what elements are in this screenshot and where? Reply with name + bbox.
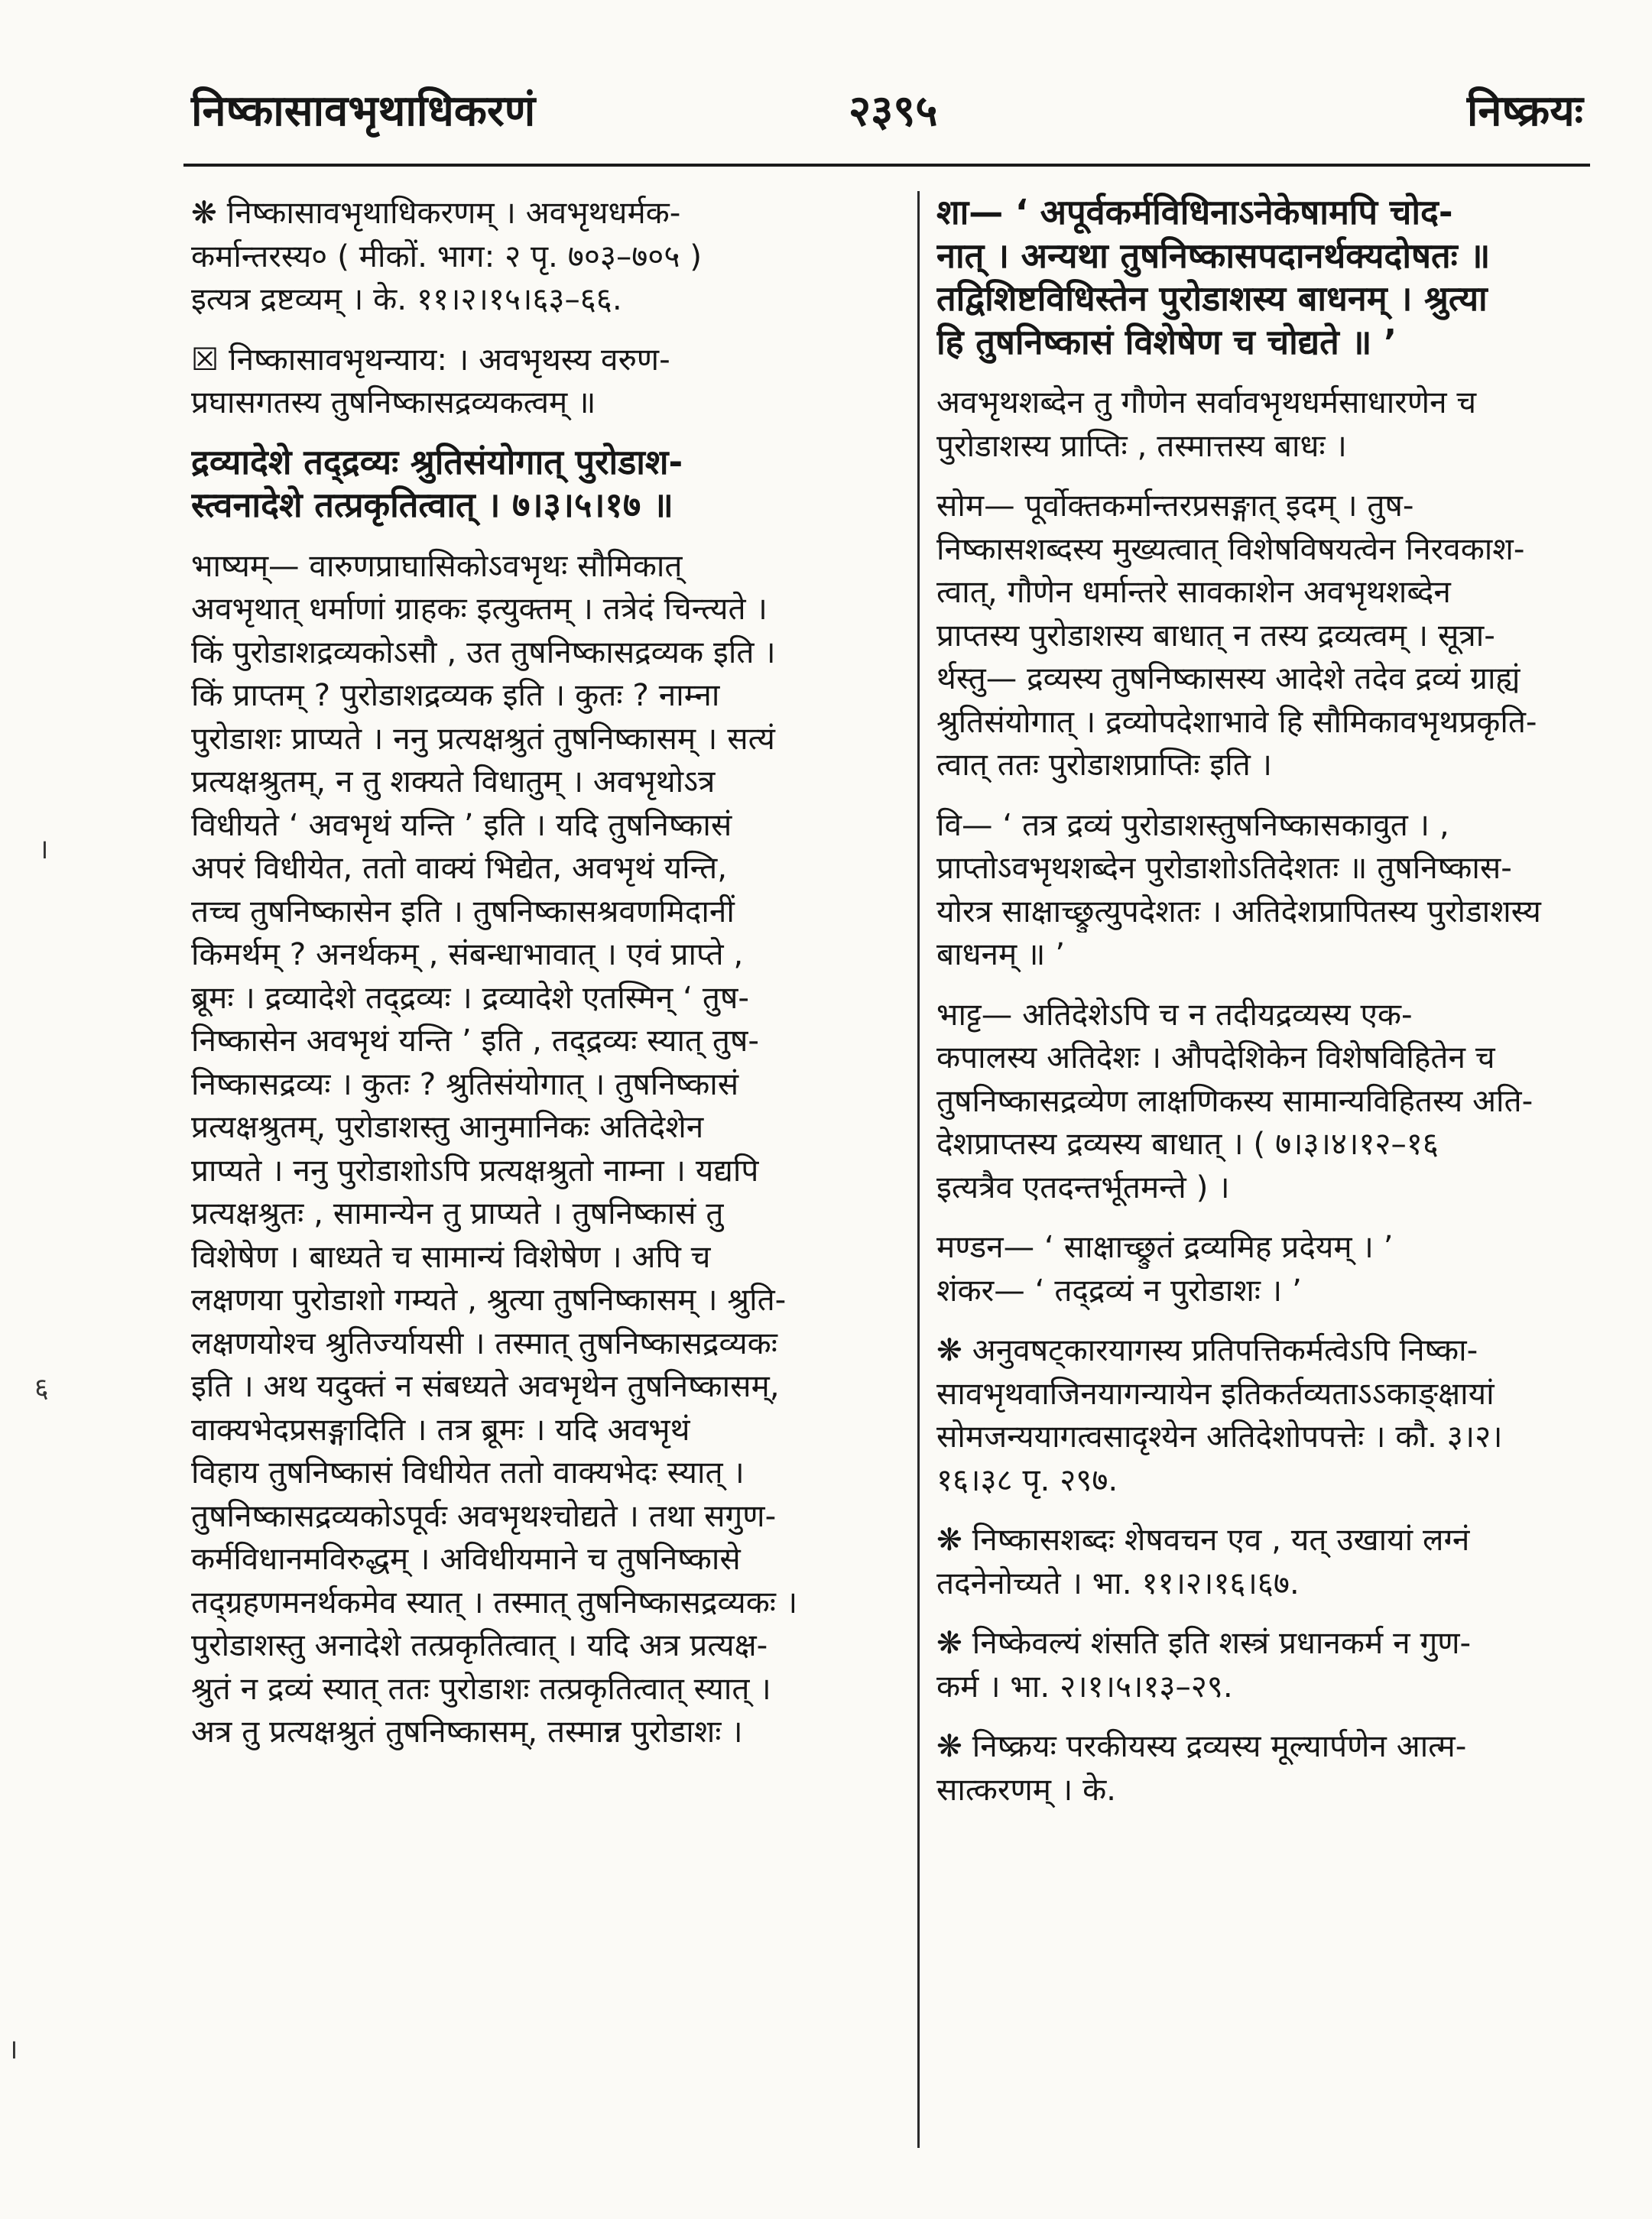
paragraph-r3: [936, 803, 1609, 976]
text-line: कर्मविधानमविरुद्धम् । अविधीयमाने च तुषनिष्कासे: [191, 1540, 741, 1577]
text-line: तद्विशिष्टविधिस्तेन पुरोडाशस्य बाधनम् । श्रुत्या: [936, 278, 1488, 319]
text-line: नात् । अन्यथा तुषनिष्कासपदानर्थक्यदोषतः ॥: [936, 235, 1491, 276]
paragraph-r6: [936, 1328, 1609, 1501]
paragraph-r9: [936, 1724, 1609, 1811]
text-line: सोम— पूर्वोक्तकर्मान्तरप्रसङ्गात् इदम् । तुष-: [936, 487, 1414, 524]
text-line: अपरं विधीयेत, ततो वाक्यं भिद्येत, अवभृथं यन्ति,: [191, 849, 728, 886]
text-line: स्त्वनादेशे तत्प्रकृतित्वात् । ७।३।५।१७ ॥: [191, 485, 673, 525]
text-line: ☒ निष्कासावभृथन्याय: । अवभृथस्य वरुण-: [191, 340, 670, 378]
text-line: लक्षणयोश्च श्रुतिर्ज्यायसी । तस्मात् तुषनिष्कासद्रव्यकः: [191, 1324, 777, 1361]
text-line: सात्करणम् । के.: [936, 1770, 1117, 1808]
text-line: किं पुरोडाशद्रव्यकोऽसौ , उत तुषनिष्कासद्रव्यक इति ।: [191, 633, 776, 670]
paragraph-r1b: [936, 381, 1609, 467]
text-line: कपालस्य अतिदेशः । औपदेशिकेन विशेषविहितेन च: [936, 1039, 1495, 1075]
text-line: तच्च तुषनिष्कासेन इति । तुषनिष्कासश्रवणमिदानीं: [191, 892, 735, 929]
paragraph-p1: [191, 191, 902, 321]
text-line: लक्षणया पुरोडाशो गम्यते , श्रुत्या तुषनिष्कासम् । श्रुति-: [191, 1281, 787, 1318]
paragraph-r8: [936, 1621, 1609, 1708]
text-line: इति । अथ यदुक्तं न संबध्यते अवभृथेन तुषनिष्कासम्,: [191, 1367, 780, 1404]
paragraph-p3: [191, 441, 902, 527]
margin-mark: ६: [34, 1373, 49, 1404]
text-line: शा— ‘ अपूर्वकर्मविधिनाऽनेकेषामपि चोद-: [936, 192, 1453, 232]
text-line: देशप्राप्तस्य द्रव्यस्य बाधात् । ( ७।३।४।१२–१६: [936, 1125, 1439, 1162]
paragraph-r5: [936, 1225, 1609, 1312]
text-line: निष्कासशब्दस्य मुख्यत्वात् विशेषविषयत्वेन निरवकाश-: [936, 530, 1525, 567]
text-line: ब्रूमः । द्रव्यादेशे तद्द्रव्यः । द्रव्यादेशे एतस्मिन् ‘ तुष-: [191, 978, 749, 1016]
running-title-left: निष्कासावभृथाधिकरणं: [191, 86, 536, 136]
text-line: इत्यत्र द्रष्टव्यम् । के. ११।२।१५।६३–६६.: [191, 281, 622, 317]
text-line: विधीयते ‘ अवभृथं यन्ति ’ इति । यदि तुषनिष्कासं: [191, 806, 732, 843]
text-line: निष्कासद्रव्यः । कुतः ? श्रुतिसंयोगात् । तुषनिष्कासं: [191, 1065, 739, 1102]
text-line: सावभृथवाजिनयागन्यायेन इतिकर्तव्यताऽऽकाङ्क्षायां: [936, 1374, 1495, 1412]
text-line: निष्कासेन अवभृथं यन्ति ’ इति , तद्द्रव्यः स्यात् तुष-: [191, 1022, 759, 1059]
margin-mark: ।: [38, 834, 49, 865]
paragraph-r2: [936, 484, 1609, 787]
text-line: इत्यत्रैव एतदन्तर्भूतमन्ते ) ।: [936, 1168, 1230, 1205]
text-line: पुरोडाशस्य प्राप्तिः , तस्मात्तस्य बाधः ।: [936, 427, 1347, 464]
right-column: [936, 191, 1609, 1823]
left-column: [191, 191, 902, 1766]
text-line: बाधनम् ॥ ’: [936, 936, 1066, 972]
running-title-right: निष्क्रयः: [1466, 86, 1583, 136]
text-line: त्वात् ततः पुरोडाशप्राप्तिः इति ।: [936, 746, 1272, 783]
text-line: कर्मान्तरस्य० ( मीकों. भाग: २ पृ. ७०३–७०५ ): [191, 237, 703, 274]
text-line: पुरोडाशः प्राप्यते । ननु प्रत्यक्षश्रुतं तुषनिष्कासम् । सत्यं: [191, 719, 775, 757]
text-line: वि— ‘ तत्र द्रव्यं पुरोडाशस्तुषनिष्कासकावुत । ,: [936, 806, 1449, 843]
text-line: किं प्राप्तम् ? पुरोडाशद्रव्यक इति । कुतः ? नाम्ना: [191, 676, 720, 713]
text-line: प्रत्यक्षश्रुतम्, पुरोडाशस्तु आनुमानिकः अतिदेशेन: [191, 1108, 704, 1145]
header-rule: [183, 164, 1590, 167]
paragraph-r4: [936, 993, 1609, 1209]
text-line: द्रव्यादेशे तद्द्रव्यः श्रुतिसंयोगात् पुरोडाश-: [191, 441, 683, 482]
text-line: वाक्यभेदप्रसङ्गादिति । तत्र ब्रूमः । यदि अवभृथं: [191, 1410, 690, 1448]
text-line: प्रघासगतस्य तुषनिष्कासद्रव्यकत्वम् ॥: [191, 384, 596, 420]
text-line: मण्डन— ‘ साक्षाच्छ्रुतं द्रव्यमिह प्रदेयम् । ’: [936, 1228, 1394, 1265]
text-line: ❋ निष्केवल्यं शंसति इति शस्त्रं प्रधानकर्म न गुण-: [936, 1624, 1472, 1661]
text-line: ❋ निष्कासावभृथाधिकरणम् । अवभृथधर्मक-: [191, 194, 681, 231]
text-line: ❋ अनुवषट्कारयागस्य प्रतिपत्तिकर्मत्वेऽपि निष्का-: [936, 1332, 1478, 1368]
text-line: विहाय तुषनिष्कासं विधीयेत ततो वाक्यभेदः स्यात् ।: [191, 1454, 745, 1491]
paragraph-p4: [191, 544, 902, 1753]
text-line: श्रुतिसंयोगात् । द्रव्योपदेशाभावे हि सौमिकावभृथप्रकृति-: [936, 702, 1537, 740]
text-line: भाट्ट— अतिदेशेऽपि च न तदीयद्रव्यस्य एक-: [936, 995, 1413, 1033]
text-line: कर्म । भा. २।१।५।१३–२९.: [936, 1667, 1233, 1705]
text-line: त्वात्, गौणेन धर्मान्तरे सावकाशेन अवभृथशब्देन: [936, 573, 1451, 610]
text-line: १६।३८ पृ. २९७.: [936, 1461, 1118, 1498]
text-line: श्रुतं न द्रव्यं स्यात् ततः पुरोडाशः तत्प्रकृतित्वात् स्यात् ।: [191, 1669, 771, 1707]
text-line: भाष्यम्— वारुणप्राघासिकोऽवभृथः सौमिकात्: [191, 547, 683, 584]
text-line: अत्र तु प्रत्यक्षश्रुतं तुषनिष्कासम्, तस्मान्न पुरोडाशः ।: [191, 1713, 743, 1750]
page-header: [191, 80, 1583, 149]
text-line: सोमजन्ययागत्वसादृश्येन अतिदेशोपपत्तेः । कौ. ३।२।: [936, 1418, 1503, 1455]
text-line: ❋ निष्कासशब्दः शेषवचन एव , यत् उखायां लग्नं: [936, 1521, 1470, 1558]
paragraph-r1: [936, 191, 1609, 364]
text-line: किमर्थम् ? अनर्थकम् , संबन्धाभावात् । एवं प्राप्ते ,: [191, 936, 744, 972]
text-line: र्थस्तु— द्रव्यस्य तुषनिष्कासस्य आदेशे तदेव द्रव्यं ग्राह्यं: [936, 660, 1521, 696]
text-line: प्राप्तस्य पुरोडाशस्य बाधात् न तस्य द्रव्यत्वम् । सूत्रा-: [936, 616, 1495, 654]
margin-mark: ।: [8, 2034, 18, 2065]
text-line: प्राप्यते । ननु पुरोडाशोऽपि प्रत्यक्षश्रुतो नाम्ना । यद्यपि: [191, 1151, 759, 1189]
text-line: तुषनिष्कासद्रव्येण लाक्षणिकस्य सामान्यविहितस्य अति-: [936, 1082, 1534, 1119]
text-line: तद्ग्रहणमनर्थकमेव स्यात् । तस्मात् तुषनिष्कासद्रव्यकः ।: [191, 1583, 798, 1620]
text-line: पुरोडाशस्तु अनादेशे तत्प्रकृतित्वात् । यदि अत्र प्रत्यक्ष-: [191, 1627, 768, 1663]
paragraph-p2: [191, 338, 902, 424]
text-line: अवभृथशब्देन तु गौणेन सर्वावभृथधर्मसाधारणेन च: [936, 384, 1477, 420]
page-number: २३९५: [849, 86, 938, 136]
column-divider: [917, 191, 920, 2148]
text-line: तुषनिष्कासद्रव्यकोऽपूर्वः अवभृथश्चोद्यते । तथा सगुण-: [191, 1497, 777, 1534]
text-line: ❋ निष्क्रयः परकीयस्य द्रव्यस्य मूल्यार्पणेन आत्म-: [936, 1728, 1467, 1764]
paragraph-r7: [936, 1518, 1609, 1604]
text-line: शंकर— ‘ तद्द्रव्यं न पुरोडाशः । ’: [936, 1271, 1302, 1309]
text-line: हि तुषनिष्कासं विशेषेण च चोद्यते ॥ ’: [936, 321, 1397, 362]
text-line: तदनेनोच्यते । भा. ११।२।१६।६७.: [936, 1564, 1300, 1601]
text-line: विशेषेण । बाध्यते च सामान्यं विशेषेण । अपि च: [191, 1238, 711, 1275]
text-line: प्रत्यक्षश्रुतम्, न तु शक्यते विधातुम् । अवभृथोऽत्र: [191, 763, 716, 800]
text-line: प्रत्यक्षश्रुतः , सामान्येन तु प्राप्यते । तुषनिष्कासं तु: [191, 1195, 724, 1231]
text-line: योरत्र साक्षाच्छ्रुत्युपदेशतः । अतिदेशप्रापितस्य पुरोडाशस्य: [936, 892, 1541, 929]
text-line: प्राप्तोऽवभृथशब्देन पुरोडाशोऽतिदेशतः ॥ तुषनिष्कास-: [936, 849, 1512, 886]
text-line: अवभृथात् धर्माणां ग्राहकः इत्युक्तम् । तत्रेदं चिन्त्यते ।: [191, 590, 768, 627]
